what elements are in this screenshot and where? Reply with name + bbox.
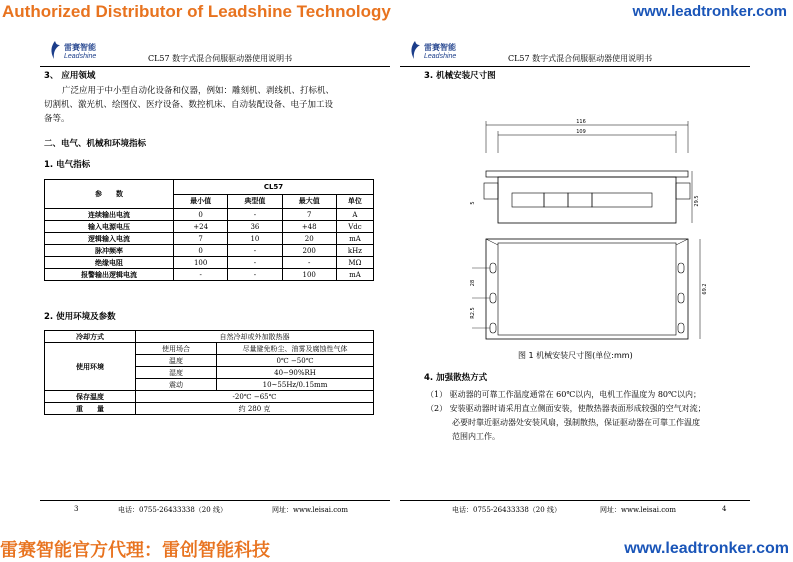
table-row: 重 量 约 280 克 <box>45 403 374 415</box>
table-row: 脉冲频率 0 - 200 kHz <box>45 245 374 257</box>
page-header <box>40 38 390 67</box>
electrical-table: 参 数 CL57 最小值 典型值 最大值 单位 连续输出电流 0 - 7 A 输入电源电压 +24 36 +48 Vdc 逻辑输入电流 7 10 20 mA 脉冲频率 0 - 200 kHz 绝缘电阻 100 - - MΩ 报警输出逻辑电流 - - 100 mA <box>44 179 374 281</box>
website-link-bottom[interactable]: www.leadtronker.com <box>624 540 789 557</box>
doc-title: CL57 数字式混合伺服驱动器使用说明书 <box>148 54 293 63</box>
table-row: 温度 0℃ −50℃ <box>45 355 374 367</box>
application-text-3: 备等。 <box>44 114 70 124</box>
table-row: 绝缘电阻 100 - - MΩ <box>45 257 374 269</box>
doc-title: CL57 数字式混合伺服驱动器使用说明书 <box>508 54 653 63</box>
table-row: 输入电源电压 +24 36 +48 Vdc <box>45 221 374 233</box>
page-footer <box>400 500 750 519</box>
section-specs-title: 二、电气、机械和环境指标 <box>44 139 147 149</box>
dim-height-total: 69.2 <box>702 283 708 295</box>
table-row: 使用环境 使用场合 尽量避免粉尘、油雾及腐蚀性气体 <box>45 343 374 355</box>
mechanical-title: 3. 机械安装尺寸图 <box>424 71 496 81</box>
table-row: 震动 10~55Hz/0.15mm <box>45 379 374 391</box>
page-number: 3 <box>74 505 79 513</box>
dim-height-top: 29.5 <box>694 195 700 207</box>
footer-website[interactable]: 网址：www.leisai.com <box>272 506 348 514</box>
table-row: 逻辑输入电流 7 10 20 mA <box>45 233 374 245</box>
table-row: 冷却方式 自然冷却或外加散热器 <box>45 331 374 343</box>
page-number: 4 <box>722 505 727 513</box>
mechanical-drawing <box>460 113 720 343</box>
leadshine-logo: 雷赛智能 Leadshine <box>48 40 118 64</box>
environment-table <box>44 330 374 415</box>
distributor-banner: Authorized Distributor of Leadshine Technology <box>2 2 391 21</box>
table-row: 报警输出逻辑电流 - - 100 mA <box>45 269 374 281</box>
cooling-text-4: 范围内工作。 <box>452 432 500 441</box>
dim-d1: 28 <box>470 279 476 287</box>
dim-total-width: 116 <box>576 119 586 125</box>
page-header <box>400 38 750 67</box>
left-page <box>40 38 390 518</box>
application-text-2: 切割机、激光机、绘图仪、医疗设备、数控机床、自动装配设备、电子加工设 <box>44 100 334 110</box>
agent-banner: 雷赛智能官方代理：雷创智能科技 <box>0 540 270 561</box>
environment-title: 2. 使用环境及参数 <box>44 312 116 322</box>
footer-phone: 电话：0755-26433338（20 线） <box>118 506 227 514</box>
dim-inner-width: 109 <box>576 129 586 135</box>
footer-website[interactable]: 网址：www.leisai.com <box>600 506 676 514</box>
logo-mark-icon <box>408 40 422 60</box>
electrical-title: 1. 电气指标 <box>44 160 91 170</box>
figure-caption: 图 1 机械安装尺寸图(单位:mm) <box>518 351 633 360</box>
cooling-title: 4. 加强散热方式 <box>424 373 488 383</box>
footer-phone: 电话：0755-26433338（20 线） <box>452 506 561 514</box>
table-row: 湿度 40−90%RH <box>45 367 374 379</box>
application-text-1: 广泛应用于中小型自动化设备和仪器，例如：雕刻机、剥线机、打标机、 <box>62 86 335 96</box>
cooling-text-1: （1） 驱动器的可靠工作温度通常在 60℃以内，电机工作温度为 80℃以内； <box>426 390 701 399</box>
cooling-text-2: （2） 安装驱动器时请采用直立侧面安装，使散热器表面形成较强的空气对流； <box>426 404 706 413</box>
dim-s: 5 <box>470 201 476 205</box>
page-footer <box>40 500 390 519</box>
logo-mark-icon <box>48 40 62 60</box>
table-row: 连续输出电流 0 - 7 A <box>45 209 374 221</box>
cooling-text-3: 必要时靠近驱动器处安装风扇，强制散热，保证驱动器在可靠工作温度 <box>452 418 700 427</box>
dim-d2: R2.5 <box>470 307 476 319</box>
website-link-top[interactable]: www.leadtronker.com <box>632 3 787 20</box>
table-row: 保存温度 -20℃ −65℃ <box>45 391 374 403</box>
right-page <box>400 38 750 518</box>
leadshine-logo: 雷赛智能 Leadshine <box>408 40 478 64</box>
section-application-title: 3、 应用领域 <box>44 71 96 81</box>
